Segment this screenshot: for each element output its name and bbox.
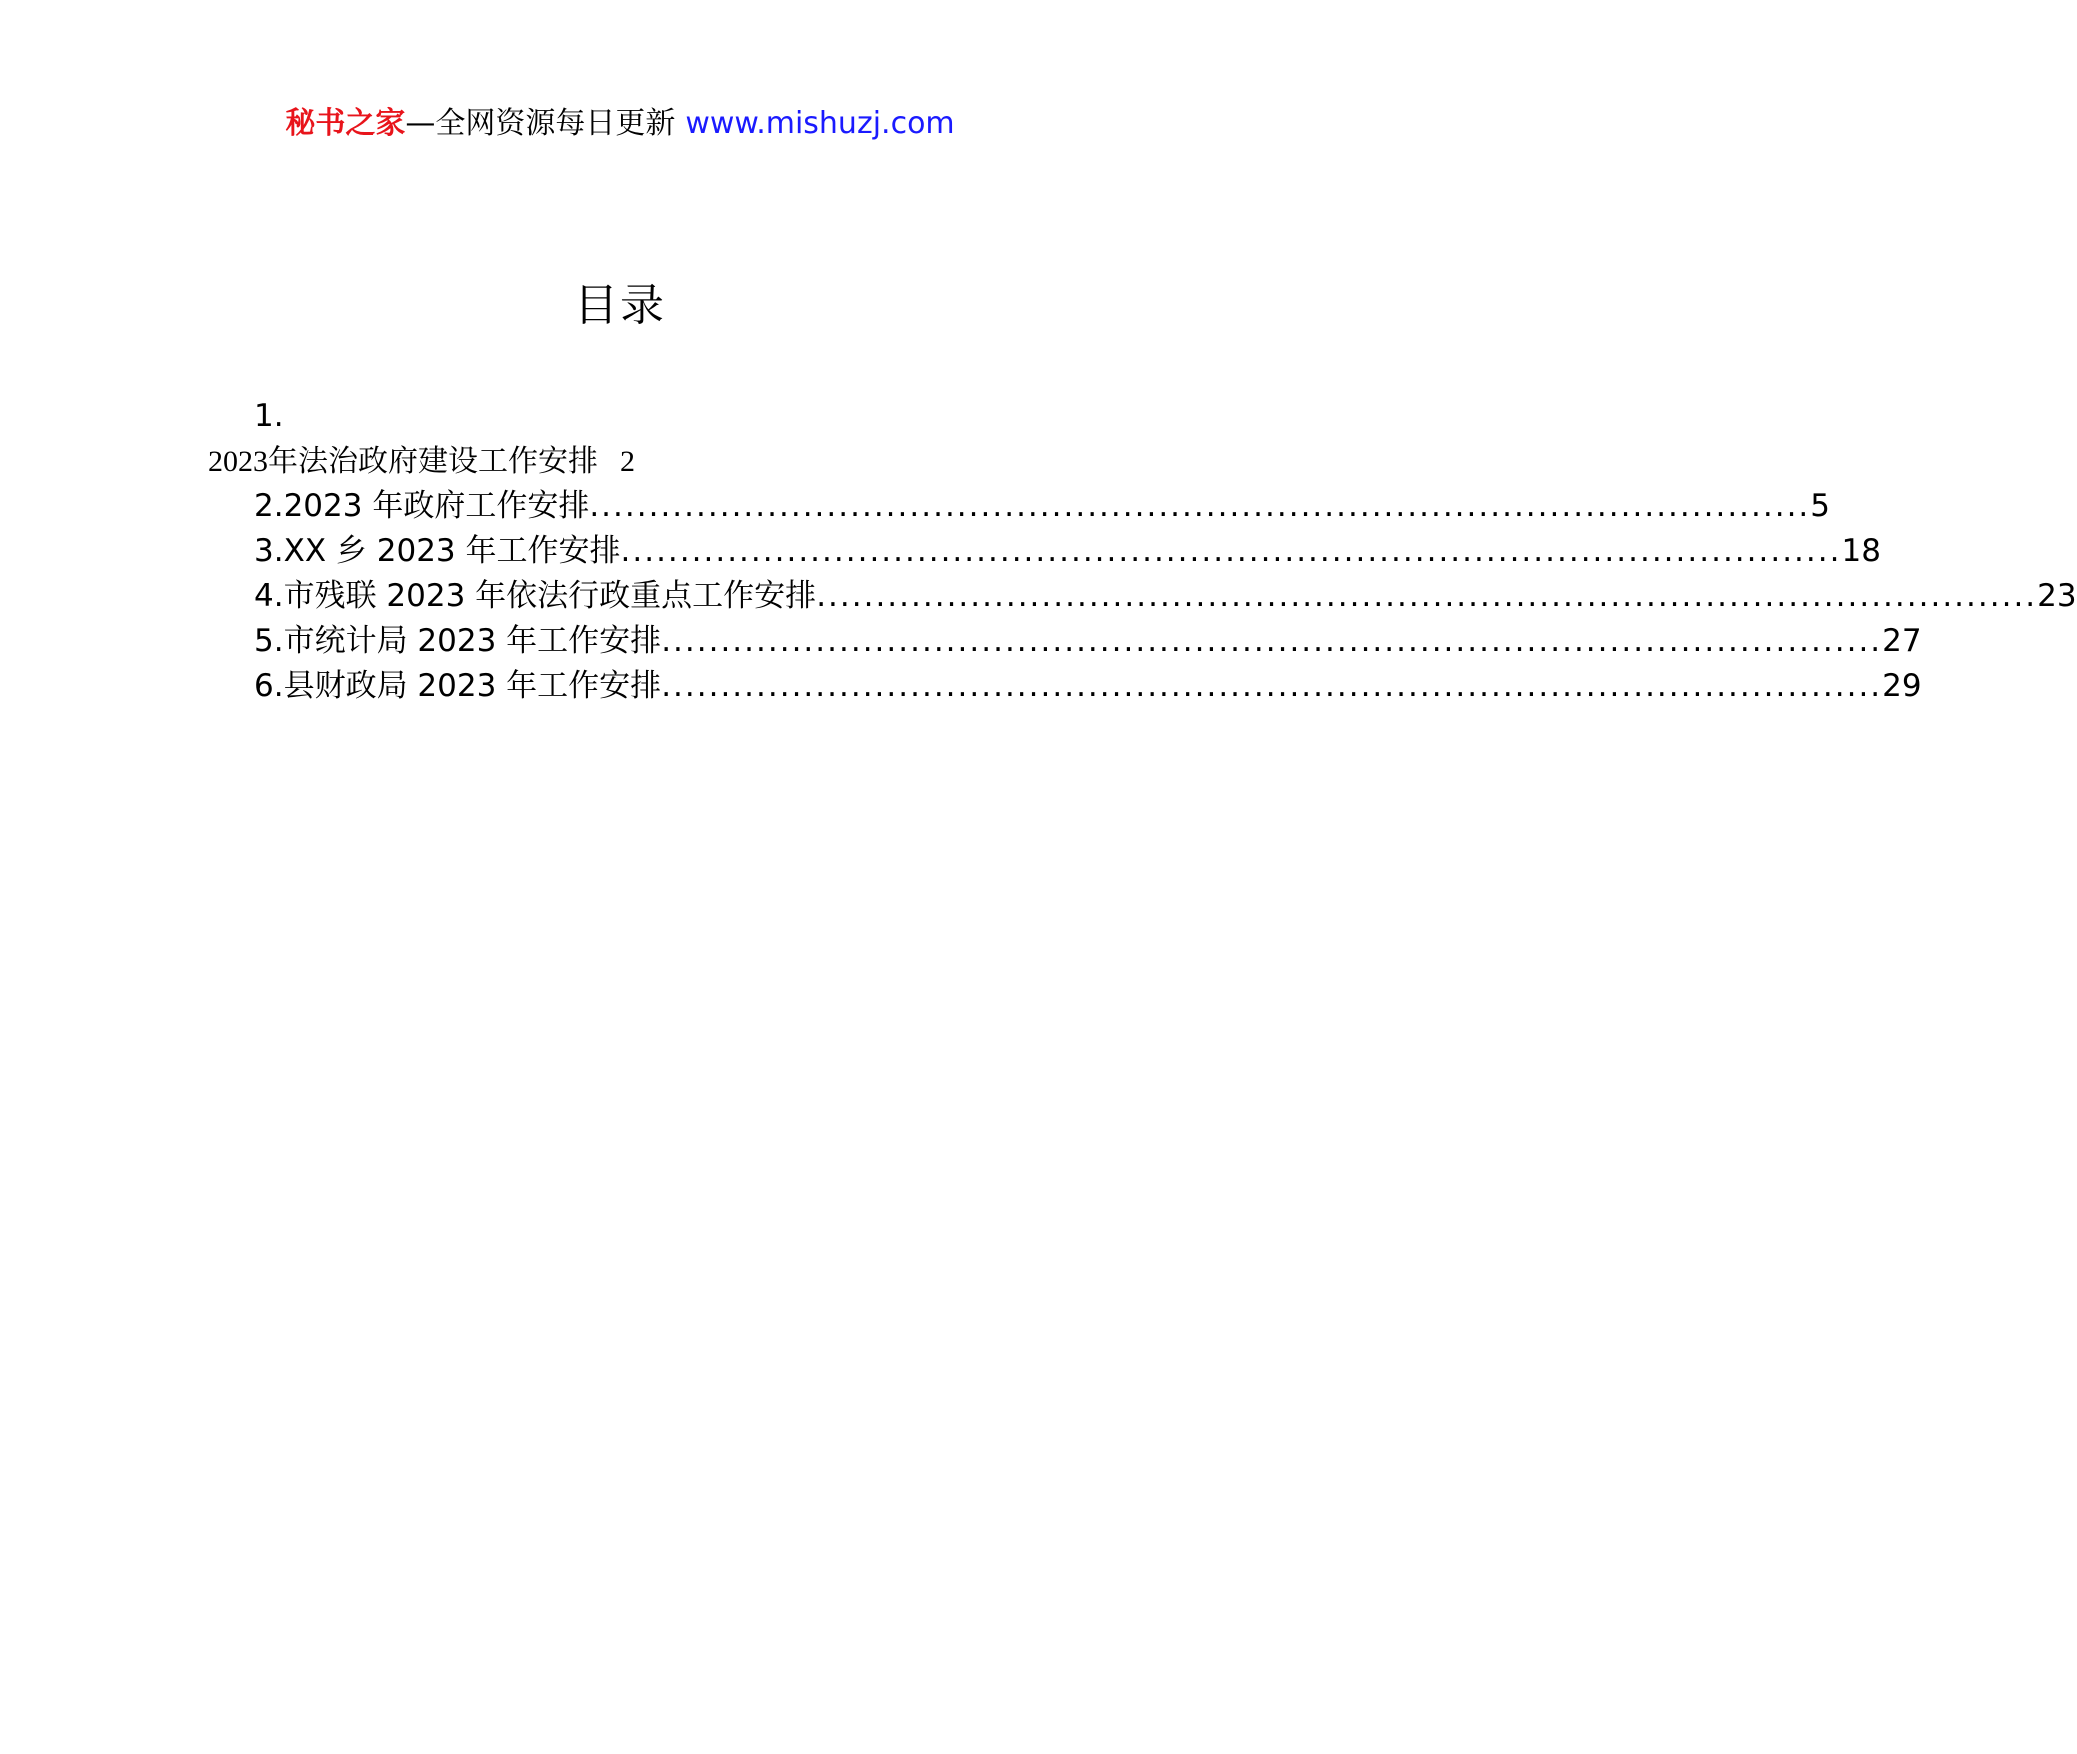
site-header	[0, 104, 1240, 144]
toc-item-3[interactable]	[254, 529, 1881, 574]
toc-item-label: 2.2023 年政府工作安排	[254, 488, 590, 524]
toc-leader-dots: .......................................................................................................	[620, 533, 1842, 569]
toc-item-1-number: 1.	[254, 398, 284, 434]
toc-item-1-text: 年法治政府建设工作安排	[268, 444, 598, 479]
toc-item-page: 29	[1882, 668, 1922, 704]
toc-item-label: 3.XX 乡 2023 年工作安排	[254, 533, 621, 569]
page-title: 目录	[574, 280, 666, 331]
toc-item-4[interactable]	[254, 574, 2077, 619]
toc-leader-dots: .......................................................................................................	[589, 488, 1811, 524]
toc-item-1-year: 2023	[208, 445, 268, 478]
toc-item-5[interactable]	[254, 619, 1922, 664]
toc-item-page: 18	[1841, 533, 1881, 569]
toc-leader-dots: .......................................................................................................	[816, 578, 2038, 614]
toc-item-1[interactable]	[208, 439, 1004, 484]
toc-item-page: 27	[1882, 623, 1922, 659]
toc-item-page: 23	[2037, 578, 2077, 614]
toc-item-1-page: 2	[620, 445, 635, 478]
table-of-contents	[208, 394, 2077, 709]
brand-name: 秘书之家	[285, 106, 406, 141]
toc-leader-dots: .......................................................................................................	[661, 623, 1883, 659]
header-tagline: —全网资源每日更新	[405, 106, 676, 141]
toc-leader-dots: .......................................................................................................	[661, 668, 1883, 704]
toc-item-label: 5.市统计局 2023 年工作安排	[254, 623, 662, 659]
toc-item-label: 6.县财政局 2023 年工作安排	[254, 668, 662, 704]
toc-item-page: 5	[1810, 488, 1831, 524]
toc-item-label: 4.市残联 2023 年依法行政重点工作安排	[254, 578, 817, 614]
site-url-link[interactable]: www.mishuzj.com	[685, 106, 955, 141]
toc-item-2[interactable]	[254, 484, 1831, 529]
toc-item-6[interactable]	[254, 664, 1922, 709]
